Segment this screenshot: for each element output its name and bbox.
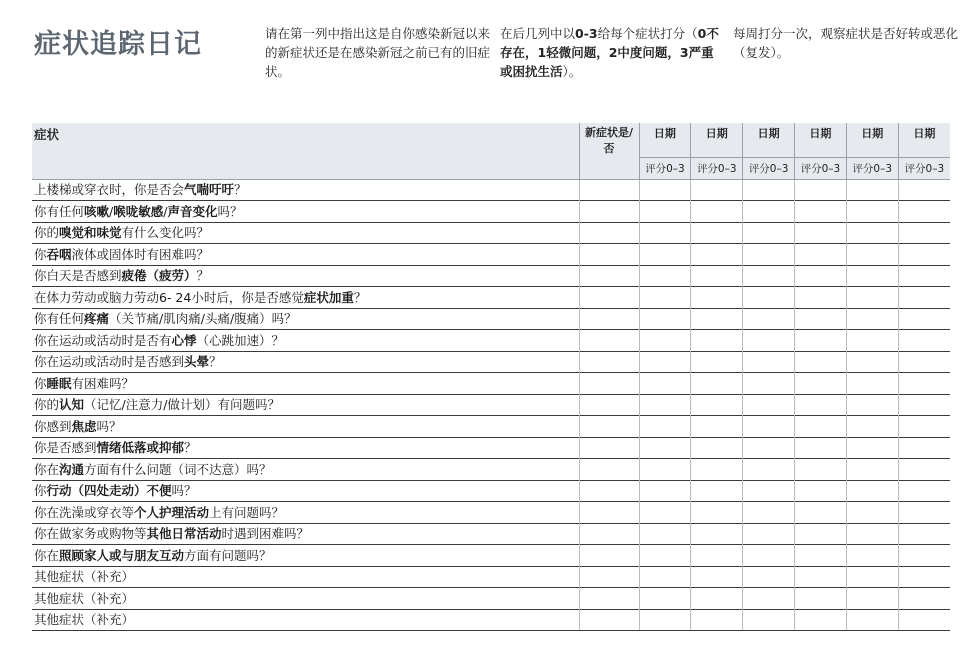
score-cell[interactable] xyxy=(898,545,950,567)
text-segment: 你感到 xyxy=(34,418,72,434)
instruction-new-or-old xyxy=(265,24,493,81)
symptom-question xyxy=(32,416,579,438)
score-column-header: 评分0–3 xyxy=(743,157,795,179)
score-cell[interactable] xyxy=(795,566,847,588)
text-segment: 你 xyxy=(34,483,47,498)
symptom-question xyxy=(32,287,579,309)
score-cell[interactable] xyxy=(795,222,847,244)
score-cell[interactable] xyxy=(898,480,950,502)
text-segment: （记忆/注意力/做计划）有问题吗？ xyxy=(84,397,280,412)
score-cell[interactable] xyxy=(743,287,795,309)
new-symptom-cell[interactable] xyxy=(579,566,639,588)
table-row xyxy=(32,351,950,373)
score-cell[interactable] xyxy=(639,416,691,438)
symptom-question xyxy=(32,588,579,610)
symptom-question xyxy=(32,330,579,352)
emphasis-text: 喉咙敏感 xyxy=(113,203,164,219)
score-cell[interactable] xyxy=(795,394,847,416)
score-cell[interactable] xyxy=(846,265,898,287)
score-cell[interactable] xyxy=(898,373,950,395)
table-row xyxy=(32,588,950,610)
table-row xyxy=(32,222,950,244)
table-row xyxy=(32,523,950,545)
score-cell[interactable] xyxy=(846,179,898,201)
symptom-rows xyxy=(32,179,950,631)
score-cell[interactable] xyxy=(846,437,898,459)
score-column-header: 评分0–3 xyxy=(898,157,950,179)
score-cell[interactable] xyxy=(846,201,898,223)
score-cell[interactable] xyxy=(898,459,950,481)
score-cell[interactable] xyxy=(898,222,950,244)
symptom-question xyxy=(32,545,579,567)
score-cell[interactable] xyxy=(795,179,847,201)
text-segment: 你白天是否感到 xyxy=(34,268,122,283)
score-cell[interactable] xyxy=(639,545,691,567)
score-cell[interactable] xyxy=(795,523,847,545)
emphasis-text: 认知 xyxy=(59,397,85,412)
new-symptom-cell[interactable] xyxy=(579,265,639,287)
score-cell[interactable] xyxy=(795,609,847,631)
score-cell[interactable] xyxy=(743,566,795,588)
score-column-header: 评分0–3 xyxy=(846,157,898,179)
score-cell[interactable] xyxy=(691,523,743,545)
score-cell[interactable] xyxy=(846,609,898,631)
score-cell[interactable] xyxy=(639,201,691,223)
symptom-question xyxy=(32,437,579,459)
new-symptom-cell[interactable] xyxy=(579,330,639,352)
text-segment: 你在洗澡或穿衣等 xyxy=(34,504,135,520)
new-symptom-cell[interactable] xyxy=(579,287,639,309)
score-cell[interactable] xyxy=(691,459,743,481)
symptom-question xyxy=(32,566,579,588)
text-segment: （关节痛/肌肉痛/头痛/腹痛）吗？ xyxy=(109,311,297,326)
score-column-header: 评分0–3 xyxy=(795,157,847,179)
score-cell[interactable] xyxy=(743,179,795,201)
score-column-header: 评分0–3 xyxy=(639,157,691,179)
score-cell[interactable] xyxy=(795,437,847,459)
text-segment: ？ xyxy=(196,268,210,283)
new-symptom-cell[interactable] xyxy=(579,373,639,395)
symptom-question xyxy=(32,609,579,631)
date-column-header: 日期 xyxy=(795,123,847,157)
score-cell[interactable] xyxy=(639,437,691,459)
emphasis-text: 沟通 xyxy=(59,461,85,477)
score-cell[interactable] xyxy=(898,244,950,266)
score-cell[interactable] xyxy=(639,265,691,287)
text-segment: 你的 xyxy=(34,397,60,412)
table-row xyxy=(32,437,950,459)
emphasis-text: 嗅觉和味觉 xyxy=(59,225,122,240)
score-cell[interactable] xyxy=(846,588,898,610)
score-cell[interactable] xyxy=(691,480,743,502)
score-cell[interactable] xyxy=(639,480,691,502)
emphasis-text: 疲倦（疲劳） xyxy=(121,268,197,283)
score-cell[interactable] xyxy=(795,330,847,352)
score-cell[interactable] xyxy=(743,545,795,567)
date-column-header: 日期 xyxy=(846,123,898,157)
table-row xyxy=(32,502,950,524)
text-segment: 你有任何 xyxy=(34,203,85,219)
text-segment: 你在 xyxy=(34,461,60,477)
score-cell[interactable] xyxy=(691,287,743,309)
instruction-weekly xyxy=(733,24,958,62)
emphasis-text: 心悸 xyxy=(171,332,197,348)
score-cell[interactable] xyxy=(846,394,898,416)
score-cell[interactable] xyxy=(898,566,950,588)
score-cell[interactable] xyxy=(795,416,847,438)
new-symptom-cell[interactable] xyxy=(579,523,639,545)
score-cell[interactable] xyxy=(898,437,950,459)
score-cell[interactable] xyxy=(691,545,743,567)
score-cell[interactable] xyxy=(691,244,743,266)
text-segment: （心跳加速）？ xyxy=(196,332,285,348)
score-cell[interactable] xyxy=(691,588,743,610)
emphasis-text: 照顾家人或与朋友互动 xyxy=(59,547,185,563)
score-cell[interactable] xyxy=(639,609,691,631)
score-cell[interactable] xyxy=(846,373,898,395)
text-segment: 请在第一列中指出这是自你感染新冠以来的新症状还是在感染新冠之前已有的旧症状。 xyxy=(265,26,491,79)
score-cell[interactable] xyxy=(691,566,743,588)
score-cell[interactable] xyxy=(846,308,898,330)
score-cell[interactable] xyxy=(795,480,847,502)
table-row xyxy=(32,394,950,416)
score-cell[interactable] xyxy=(898,416,950,438)
score-cell[interactable] xyxy=(846,330,898,352)
symptom-question xyxy=(32,502,579,524)
score-cell[interactable] xyxy=(846,480,898,502)
text-segment: / xyxy=(163,203,168,219)
score-column-header: 评分0–3 xyxy=(691,157,743,179)
emphasis-text: 个人护理活动 xyxy=(134,504,210,520)
symptom-question xyxy=(32,308,579,330)
score-cell[interactable] xyxy=(898,308,950,330)
score-cell[interactable] xyxy=(639,351,691,373)
text-segment: 你有任何 xyxy=(34,311,85,326)
new-symptom-cell[interactable] xyxy=(579,437,639,459)
emphasis-text: 头晕 xyxy=(184,354,210,369)
table-row xyxy=(32,480,950,502)
text-segment: / xyxy=(109,203,114,219)
score-cell[interactable] xyxy=(691,394,743,416)
score-cell[interactable] xyxy=(639,502,691,524)
new-symptom-cell[interactable] xyxy=(579,416,639,438)
score-cell[interactable] xyxy=(691,351,743,373)
text-segment: 你在 xyxy=(34,547,60,563)
score-cell[interactable] xyxy=(898,287,950,309)
score-cell[interactable] xyxy=(691,609,743,631)
text-segment: 吗？ xyxy=(217,203,243,219)
score-cell[interactable] xyxy=(743,265,795,287)
text-segment: 给每个症状打分（ xyxy=(597,26,698,41)
text-segment: 你 xyxy=(34,375,47,391)
score-cell[interactable] xyxy=(898,330,950,352)
text-segment: ？ xyxy=(234,182,247,197)
emphasis-text: 声音变化 xyxy=(167,203,218,219)
score-cell[interactable] xyxy=(743,201,795,223)
table-row xyxy=(32,459,950,481)
score-cell[interactable] xyxy=(639,566,691,588)
emphasis-text: 情绪低落或抑郁 xyxy=(96,440,185,455)
score-cell[interactable] xyxy=(691,201,743,223)
emphasis-text: 0-3 xyxy=(575,26,598,41)
text-segment: 你是否感到 xyxy=(34,440,97,455)
score-cell[interactable] xyxy=(795,588,847,610)
new-symptom-column-header: 新症状是/否 xyxy=(579,123,639,179)
score-cell[interactable] xyxy=(639,222,691,244)
score-cell[interactable] xyxy=(743,502,795,524)
score-cell[interactable] xyxy=(846,459,898,481)
table-row xyxy=(32,609,950,631)
table-row xyxy=(32,244,950,266)
symptom-question xyxy=(32,265,579,287)
score-cell[interactable] xyxy=(691,330,743,352)
new-symptom-cell[interactable] xyxy=(579,588,639,610)
score-cell[interactable] xyxy=(639,394,691,416)
score-cell[interactable] xyxy=(691,308,743,330)
score-cell[interactable] xyxy=(691,222,743,244)
score-cell[interactable] xyxy=(846,545,898,567)
new-symptom-cell[interactable] xyxy=(579,459,639,481)
text-segment: 你的 xyxy=(34,225,60,240)
score-cell[interactable] xyxy=(743,437,795,459)
text-segment: 你在做家务或购物等 xyxy=(34,526,147,541)
text-segment: 上楼梯或穿衣时，你是否会 xyxy=(34,182,185,197)
text-segment: 上有问题吗？ xyxy=(209,504,285,520)
score-cell[interactable] xyxy=(743,523,795,545)
score-cell[interactable] xyxy=(795,373,847,395)
score-cell[interactable] xyxy=(898,609,950,631)
score-cell[interactable] xyxy=(691,502,743,524)
score-cell[interactable] xyxy=(846,244,898,266)
page-title: 症状追踪日记 xyxy=(34,29,202,60)
score-cell[interactable] xyxy=(795,201,847,223)
new-symptom-cell[interactable] xyxy=(579,244,639,266)
text-segment: 每周打分一次，观察症状是否好转或恶化（复发）。 xyxy=(733,26,959,60)
new-symptom-cell[interactable] xyxy=(579,308,639,330)
score-cell[interactable] xyxy=(795,351,847,373)
emphasis-text: 睡眠 xyxy=(46,375,72,391)
text-segment: 在体力劳动或脑力劳动6- 24小时后，你是否感觉 xyxy=(34,289,304,305)
score-cell[interactable] xyxy=(795,244,847,266)
text-segment: 方面有问题吗？ xyxy=(184,547,272,563)
score-cell[interactable] xyxy=(898,502,950,524)
symptom-question xyxy=(32,394,579,416)
symptom-question xyxy=(32,459,579,481)
text-segment: 在后几列中以 xyxy=(500,26,576,41)
symptom-question xyxy=(32,351,579,373)
score-cell[interactable] xyxy=(846,502,898,524)
score-cell[interactable] xyxy=(846,566,898,588)
emphasis-text: 疼痛 xyxy=(84,311,110,326)
score-cell[interactable] xyxy=(846,523,898,545)
score-cell[interactable] xyxy=(846,222,898,244)
text-segment: 液体或固体时有困难吗？ xyxy=(71,246,210,262)
new-symptom-cell[interactable] xyxy=(579,394,639,416)
score-cell[interactable] xyxy=(898,265,950,287)
new-symptom-cell[interactable] xyxy=(579,502,639,524)
score-cell[interactable] xyxy=(639,459,691,481)
new-symptom-cell[interactable] xyxy=(579,609,639,631)
score-cell[interactable] xyxy=(898,201,950,223)
score-cell[interactable] xyxy=(743,330,795,352)
score-cell[interactable] xyxy=(743,416,795,438)
emphasis-text: 0不存在，1轻微问题，2中度问题，3严重或困扰生活 xyxy=(500,26,719,79)
date-column-header: 日期 xyxy=(639,123,691,157)
text-segment: ？ xyxy=(353,289,367,305)
symptom-tracking-table xyxy=(32,123,950,631)
table-row xyxy=(32,373,950,395)
symptom-question xyxy=(32,523,579,545)
score-cell[interactable] xyxy=(846,351,898,373)
new-symptom-cell[interactable] xyxy=(579,201,639,223)
score-cell[interactable] xyxy=(795,459,847,481)
score-cell[interactable] xyxy=(691,179,743,201)
score-cell[interactable] xyxy=(639,523,691,545)
score-cell[interactable] xyxy=(639,287,691,309)
score-cell[interactable] xyxy=(898,179,950,201)
table-row xyxy=(32,416,950,438)
score-cell[interactable] xyxy=(639,330,691,352)
text-segment: 其他症状（补充） xyxy=(34,569,135,584)
score-cell[interactable] xyxy=(846,287,898,309)
date-column-header: 日期 xyxy=(691,123,743,157)
table-row xyxy=(32,566,950,588)
score-cell[interactable] xyxy=(795,265,847,287)
text-segment: 其他症状（补充） xyxy=(34,590,135,606)
score-cell[interactable] xyxy=(743,609,795,631)
score-cell[interactable] xyxy=(743,373,795,395)
score-cell[interactable] xyxy=(795,502,847,524)
date-column-header: 日期 xyxy=(898,123,950,157)
new-symptom-cell[interactable] xyxy=(579,480,639,502)
score-cell[interactable] xyxy=(743,459,795,481)
score-cell[interactable] xyxy=(846,416,898,438)
score-cell[interactable] xyxy=(743,588,795,610)
text-segment: 有什么变化吗？ xyxy=(121,225,210,240)
score-cell[interactable] xyxy=(898,523,950,545)
table-row xyxy=(32,330,950,352)
symptom-column-header: 症状 xyxy=(32,123,579,179)
emphasis-text: 气喘吁吁 xyxy=(184,182,235,197)
score-cell[interactable] xyxy=(691,265,743,287)
text-segment: ）。 xyxy=(562,64,582,79)
symptom-question xyxy=(32,244,579,266)
score-cell[interactable] xyxy=(743,480,795,502)
symptom-question xyxy=(32,222,579,244)
score-cell[interactable] xyxy=(743,308,795,330)
score-cell[interactable] xyxy=(639,179,691,201)
instruction-scoring xyxy=(500,24,722,81)
text-segment: ？ xyxy=(209,354,222,369)
text-segment: ？ xyxy=(184,440,197,455)
new-symptom-cell[interactable] xyxy=(579,545,639,567)
table-row xyxy=(32,265,950,287)
score-cell[interactable] xyxy=(639,373,691,395)
symptom-question xyxy=(32,201,579,223)
emphasis-text: 焦虑 xyxy=(71,418,97,434)
new-symptom-cell[interactable] xyxy=(579,222,639,244)
emphasis-text: 咳嗽 xyxy=(84,203,110,219)
score-cell[interactable] xyxy=(639,308,691,330)
text-segment: 你在运动或活动时是否有 xyxy=(34,332,172,348)
table-row xyxy=(32,287,950,309)
text-segment: 有困难吗？ xyxy=(71,375,135,391)
emphasis-text: 症状加重 xyxy=(303,289,354,305)
emphasis-text: 其他日常活动 xyxy=(146,526,222,541)
text-segment: 你 xyxy=(34,246,47,262)
table-row xyxy=(32,201,950,223)
text-segment: 吗？ xyxy=(171,483,197,498)
text-segment: 时遇到困难吗？ xyxy=(221,526,310,541)
emphasis-text: 行动（四处走动）不便 xyxy=(46,483,172,498)
table-row xyxy=(32,179,950,201)
score-cell[interactable] xyxy=(691,416,743,438)
score-cell[interactable] xyxy=(898,394,950,416)
text-segment: 方面有什么问题（词不达意）吗？ xyxy=(84,461,272,477)
score-cell[interactable] xyxy=(743,394,795,416)
table-row xyxy=(32,308,950,330)
score-cell[interactable] xyxy=(639,588,691,610)
score-cell[interactable] xyxy=(743,222,795,244)
score-cell[interactable] xyxy=(639,244,691,266)
score-cell[interactable] xyxy=(743,244,795,266)
symptom-question xyxy=(32,373,579,395)
score-cell[interactable] xyxy=(743,351,795,373)
score-cell[interactable] xyxy=(795,308,847,330)
score-cell[interactable] xyxy=(795,287,847,309)
table-row xyxy=(32,545,950,567)
text-segment: 其他症状（补充） xyxy=(34,612,135,627)
score-cell[interactable] xyxy=(898,351,950,373)
new-symptom-cell[interactable] xyxy=(579,179,639,201)
score-cell[interactable] xyxy=(691,373,743,395)
text-segment: 吗？ xyxy=(96,418,122,434)
score-cell[interactable] xyxy=(795,545,847,567)
date-column-header: 日期 xyxy=(743,123,795,157)
new-symptom-cell[interactable] xyxy=(579,351,639,373)
emphasis-text: 吞咽 xyxy=(46,246,72,262)
text-segment: 你在运动或活动时是否感到 xyxy=(34,354,185,369)
symptom-question xyxy=(32,179,579,201)
symptom-question xyxy=(32,480,579,502)
score-cell[interactable] xyxy=(691,437,743,459)
score-cell[interactable] xyxy=(898,588,950,610)
